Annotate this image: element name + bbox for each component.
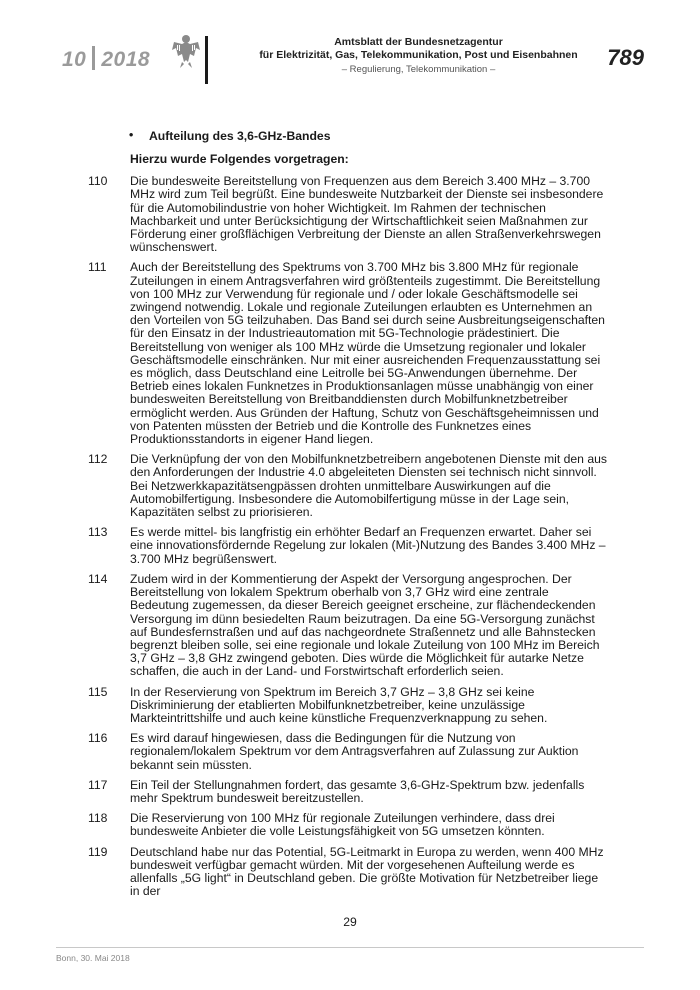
issue-number: 10: [62, 48, 87, 71]
footer-date: Bonn, 30. Mai 2018: [56, 953, 130, 963]
paragraph-text: Die Reservierung von 100 MHz für regionale Zuteilungen verhindere, dass drei bundesweite Anbieter die volle Leistungsfähigkeit von 5G umsetzen könnten.: [130, 811, 555, 839]
gazette-subtitle: für Elektrizität, Gas, Telekommunikation, Post und Eisenbahnen: [259, 49, 578, 61]
issue-year: 2018: [101, 48, 151, 71]
issue-divider: [92, 46, 95, 70]
paragraph: [88, 812, 608, 838]
federal-eagle-icon: [168, 30, 204, 70]
paragraph: [88, 573, 608, 679]
paragraph: [88, 779, 608, 805]
paragraph: [88, 175, 608, 254]
issue-label: [62, 46, 150, 72]
paragraph: [88, 526, 608, 566]
paragraph-number: 117: [88, 777, 108, 792]
paragraph-text: Ein Teil der Stellungnahmen fordert, das gesamte 3,6-GHz-Spektrum bzw. jedenfalls mehr Spektrum bundesweit bereitzustellen.: [130, 777, 585, 805]
header-page-number: 789: [607, 45, 644, 70]
paragraph-number: 115: [88, 684, 108, 699]
paragraph-number: 110: [88, 174, 108, 189]
paragraph: [88, 261, 608, 446]
paragraph-number: 113: [88, 525, 108, 540]
footer-divider: [56, 947, 644, 948]
paragraph-text: Es wird darauf hingewiesen, dass die Bedingungen für die Nutzung von regionalem/lokalem Spektrum vor dem Antragsverfahren auf Zulassung zur Auktion bekannt sein müssten.: [130, 731, 579, 772]
gazette-section: – Regulierung, Telekommunikation –: [341, 64, 496, 75]
paragraph-text: Deutschland habe nur das Potential, 5G-Leitmarkt in Europa zu werden, wenn 400 MHz bundesweit verfügbar gemacht würden. Mit der vorgesehenen Aufteilung werde es allenfalls „5G light“ in Deutschland geben. Die größte Motivation für Netzbetreiber liege in der: [130, 844, 604, 899]
paragraph-number: 112: [88, 452, 108, 467]
paragraph: [88, 686, 608, 726]
paragraph: [88, 453, 608, 519]
paragraph-number: 111: [88, 260, 107, 275]
bullet-dot-icon: •: [129, 128, 134, 142]
paragraph-number: 118: [88, 811, 108, 826]
gazette-title: Amtsblatt der Bundesnetzagentur: [334, 36, 503, 48]
paragraph-number: 116: [88, 731, 108, 746]
paragraph-text: Es werde mittel- bis langfristig ein erhöhter Bedarf an Frequenzen erwartet. Daher sei eine innovationsfördernde Regelung zur lokalen (Mit-)Nutzung des Bandes 3.400 MHz – 3.700 MHz begrüßenswert.: [130, 525, 606, 566]
paragraph-text: Zudem wird in der Kommentierung der Aspekt der Versorgung angesprochen. Der Bereitstellung von lokalem Spektrum oberhalb von 3,7 GHz wird eine zentrale Bedeutung zugemessen, da dieser Bereich geeignet erscheine, zur flächendeckenden Versorgung im dünn besiedelten Raum beizutragen. Da eine 5G-Versorgung zunächst auf Bundesfernstraßen und auf das nachgeordnete Straßennetz und alle Bahnstecken begrenzt bleiben solle, sei eine regionale und lokale Zuteilung von 100 MHz im Bereich 3,7 GHz – 3,8 GHz zwingend geboten. Dies würde die Möglichkeit für autarke Netze schaffen, die auch in der Land- und Forstwirtschaft erforderlich seien.: [130, 571, 600, 679]
document-body: [88, 130, 608, 898]
section-intro: Hierzu wurde Folgendes vorgetragen:: [130, 152, 349, 166]
paragraph-text: In der Reservierung von Spektrum im Bereich 3,7 GHz – 3,8 GHz sei keine Diskriminierung der etablierten Mobilfunknetzbetreiber, keine unzulässige Markteintrittshilfe und auch keine künstliche Frequenzverknappung zu sehen.: [130, 684, 548, 725]
header-divider: [205, 36, 208, 84]
section-heading: Aufteilung des 3,6-GHz-Bandes: [149, 129, 331, 143]
section-bullet: [130, 130, 608, 144]
paragraph: [88, 732, 608, 772]
paragraph-text: Auch der Bereitstellung des Spektrums von 3.700 MHz bis 3.800 MHz für regionale Zuteilungen in einem Antragsverfahren wird größtenteils zugestimmt. Die Bereitstellung von 100 MHz zur Verwendung für regionale und / oder lokale Geschäftsmodelle sei zwingend notwendig. Lokale und regionale Zuteilungen erlaubten es Unternehmen an den Vorteilen von 5G teilzuhaben. Das Band sei durch seine Ausbreitungseigenschaften für den Einsatz in der Industrieautomation mit 5G-Technologie prädestiniert. Die Bereitstellung von weniger als 100 MHz würde die Umsetzung regionaler und lokaler Geschäftsmodelle einschränken. Nur mit einer ausreichenden Frequenzausstattung sei es möglich, dass Deutschland eine Leitrolle bei 5G-Anwendungen übernehme. Der Betrieb eines lokalen Funknetzes in Produktionsanlagen müsse unabhängig von einer bundesweiten Bereitstellung von Breitbanddiensten durch Mobilfunknetzbetreiber ermöglicht werden. Aus Gründen der Haftung, Schutz von Geschäftsgeheimnissen und von Patenten müssten der Betrieb und die Kontrolle des Funknetzes eines Produktionsstandorts in eigener Hand liegen.: [130, 260, 605, 447]
paragraph-number: 119: [88, 844, 108, 859]
paragraph-text: Die Verknüpfung der von den Mobilfunknetzbetreibern angebotenen Dienste mit den aus den Anforderungen der Industrie 4.0 abgeleiteten Diensten sei technisch nicht sinnvoll. Bei Netzwerkkapazitätsengpässen drohten unmittelbare Auswirkungen auf die Automobilfertigung. Insbesondere die Automobilfertigung müsse in der Lage sein, Kapazitäten selbst zu priorisieren.: [130, 452, 607, 520]
paragraph: [88, 846, 608, 899]
document-page-number: 29: [343, 915, 357, 929]
paragraph-number: 114: [88, 571, 108, 586]
paragraph-text: Die bundesweite Bereitstellung von Frequenzen aus dem Bereich 3.400 MHz – 3.700 MHz wird zum Teil begrüßt. Eine bundesweite Nutzbarkeit der Dienste sei insbesondere für die Automobilindustrie von hoher Wichtigkeit. Im Rahmen der technischen Machbarkeit und unter Berücksichtigung der Wirtschaftlichkeit seien Maßnahmen zur Förderung einer großflächigen Verbreitung der Dienste an allen Straßenverkehrswegen wünschenswert.: [130, 174, 604, 255]
